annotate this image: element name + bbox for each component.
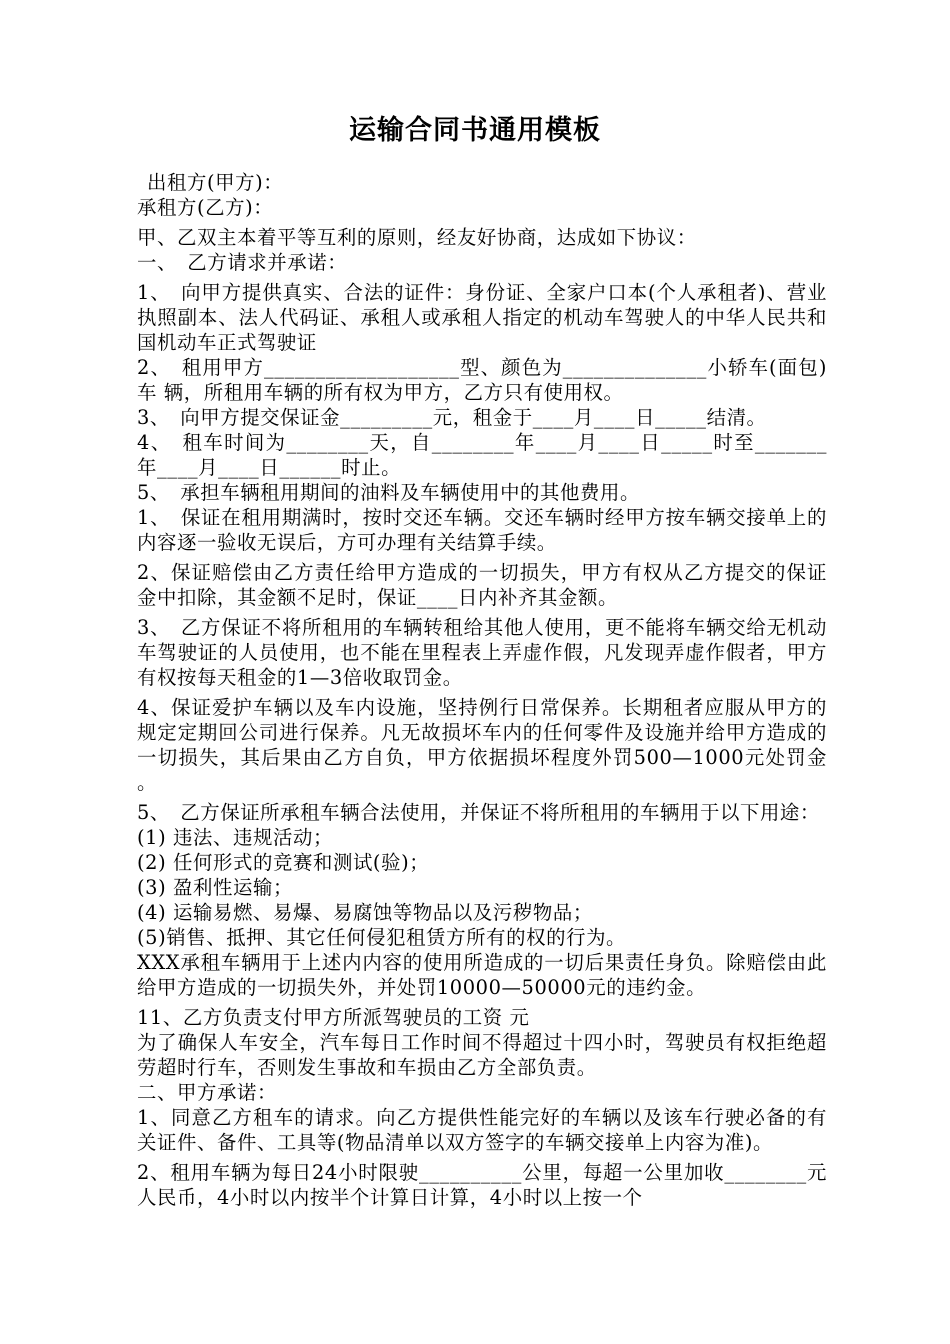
- paragraph-preamble: 甲、乙双主本着平等互利的原则，经友好协商，达成如下协议：: [137, 226, 697, 249]
- list-item: (3) 盈利性运输；: [137, 876, 293, 899]
- section-heading-lessee: 一、 乙方请求并承诺：: [137, 251, 348, 274]
- clause-paragraph: 为了确保人车安全，汽车每日工作时间不得超过十四小时，驾驶员有权拒绝超劳超时行车，否则发生事故和车损由乙方全部负责。: [137, 1031, 827, 1079]
- clause-paragraph: 4、保证爱护车辆以及车内设施，坚持例行日常保养。长期租者应服从甲方的规定定期回公司进行保养。凡无故损坏车内的任何零件及设施并给甲方造成的一切损失，其后果由乙方自负，甲方依据损坏程度外罚500—1000元处罚金。: [137, 696, 827, 794]
- clause-paragraph: XXX承租车辆用于上述内内容的使用所造成的一切后果责任身负。除赔偿由此给甲方造成的一切损失外，并处罚10000—50000元的违约金。: [137, 951, 827, 999]
- paragraph-lessor: 出租方(甲方)：: [147, 171, 284, 194]
- clause-paragraph: 5、 承担车辆租用期间的油料及车辆使用中的其他费用。: [137, 481, 641, 504]
- list-item: (2) 任何形式的竞赛和测试(验)；: [137, 851, 430, 874]
- clause-paragraph: 1、同意乙方租车的请求。向乙方提供性能完好的车辆以及该车行驶必备的有关证件、备件、工具等(物品清单以双方签字的车辆交接单上内容为准)。: [137, 1106, 827, 1154]
- clause-paragraph: 1、 保证在租用期满时，按时交还车辆。交还车辆时经甲方按车辆交接单上的内容逐一验收无误后，方可办理有关结算手续。: [137, 506, 827, 554]
- list-item: (1) 违法、违规活动；: [137, 826, 333, 849]
- clause-paragraph: 2、租用车辆为每日24小时限驶__________公里，每超一公里加收________元人民币，4小时以内按半个计算日计算，4小时以上按一个: [137, 1161, 827, 1209]
- clause-paragraph: 11、乙方负责支付甲方所派驾驶员的工资 元: [137, 1006, 530, 1029]
- clause-paragraph: 4、 租车时间为________天，自________年____月____日_____时至_______年____月____日______时止。: [137, 431, 827, 479]
- document-title: 运输合同书通用模板: [349, 115, 601, 146]
- clause-paragraph: 2、保证赔偿由乙方责任给甲方造成的一切损失，甲方有权从乙方提交的保证金中扣除，其金额不足时，保证____日内补齐其金额。: [137, 561, 827, 609]
- section-heading-lessor: 二、甲方承诺：: [137, 1081, 277, 1104]
- document-body: [137, 170, 827, 1210]
- clause-paragraph: 2、 租用甲方___________________型、颜色为______________小轿车(面包)车 辆，所租用车辆的所有权为甲方，乙方只有使用权。: [137, 356, 827, 404]
- paragraph-lessee: 承租方(乙方)：: [137, 196, 274, 219]
- clause-paragraph: 1、 向甲方提供真实、合法的证件：身份证、全家户口本(个人承租者)、营业执照副本、法人代码证、承租人或承租人指定的机动车驾驶人的中华人民共和国机动车正式驾驶证: [137, 281, 827, 354]
- clause-paragraph: 3、 乙方保证不将所租用的车辆转租给其他人使用，更不能将车辆交给无机动车驾驶证的人员使用，也不能在里程表上弄虚作假，凡发现弄虚作假者，甲方有权按每天租金的1—3倍收取罚金。: [137, 616, 827, 689]
- list-item: (5)销售、抵押、其它任何侵犯租赁方所有的权的行为。: [137, 926, 627, 949]
- clause-paragraph: 3、 向甲方提交保证金_________元，租金于____月____日_____结清。: [137, 406, 767, 429]
- clause-paragraph: 5、 乙方保证所承租车辆合法使用，并保证不将所租用的车辆用于以下用途：: [137, 801, 820, 824]
- list-item: (4) 运输易燃、易爆、易腐蚀等物品以及污秽物品；: [137, 901, 593, 924]
